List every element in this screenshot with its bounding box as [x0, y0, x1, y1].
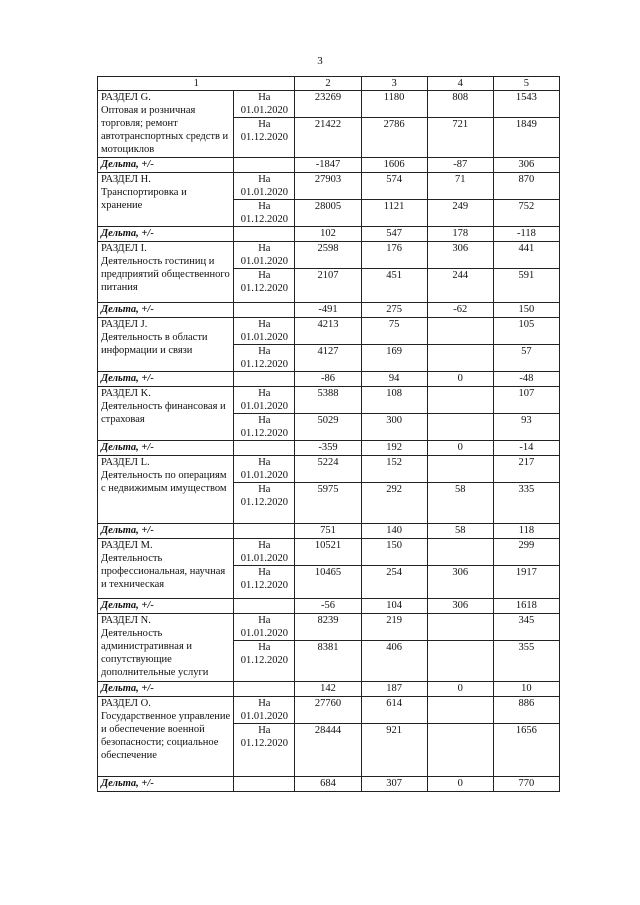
delta-empty-cell	[234, 441, 295, 456]
value-cell: 574	[361, 173, 427, 200]
delta-empty-cell	[234, 303, 295, 318]
delta-empty-cell	[234, 227, 295, 242]
delta-row	[98, 682, 560, 697]
delta-value-cell: -118	[493, 227, 559, 242]
value-cell: 150	[361, 539, 427, 566]
value-cell: 299	[493, 539, 559, 566]
date-cell: На 01.01.2020	[234, 614, 295, 641]
delta-value-cell: -14	[493, 441, 559, 456]
date-cell: На 01.12.2020	[234, 345, 295, 372]
delta-value-cell: -359	[295, 441, 361, 456]
delta-label: Дельта, +/-	[98, 682, 234, 697]
date-cell: На 01.01.2020	[234, 173, 295, 200]
value-cell: 10521	[295, 539, 361, 566]
table-row	[98, 91, 560, 118]
value-cell: 107	[493, 387, 559, 414]
delta-value-cell: -56	[295, 599, 361, 614]
value-cell	[427, 318, 493, 345]
value-cell: 75	[361, 318, 427, 345]
delta-empty-cell	[234, 158, 295, 173]
delta-value-cell: -62	[427, 303, 493, 318]
value-cell: 105	[493, 318, 559, 345]
delta-empty-cell	[234, 372, 295, 387]
section-label: РАЗДЕЛ N.	[101, 615, 151, 626]
date-cell: На 01.01.2020	[234, 697, 295, 724]
delta-empty-cell	[234, 682, 295, 697]
section-label: РАЗДЕЛ G.	[101, 92, 151, 103]
value-cell: 1180	[361, 91, 427, 118]
value-cell: 1543	[493, 91, 559, 118]
data-table	[97, 76, 560, 792]
section-label: РАЗДЕЛ I.	[101, 243, 147, 254]
delta-value-cell: 751	[295, 524, 361, 539]
section-label: РАЗДЕЛ J.	[101, 319, 148, 330]
value-cell: 21422	[295, 118, 361, 158]
delta-row	[98, 303, 560, 318]
value-cell: 721	[427, 118, 493, 158]
table-row	[98, 697, 560, 724]
delta-value-cell: 1618	[493, 599, 559, 614]
delta-value-cell: 770	[493, 777, 559, 792]
value-cell: 292	[361, 483, 427, 524]
delta-row	[98, 441, 560, 456]
value-cell: 58	[427, 483, 493, 524]
delta-value-cell: 0	[427, 441, 493, 456]
section-title: Деятельность финансовая и страховая	[101, 401, 226, 425]
value-cell: 8239	[295, 614, 361, 641]
value-cell: 335	[493, 483, 559, 524]
value-cell: 5975	[295, 483, 361, 524]
section-title: Деятельность административная и сопутствующие дополнительные услуги	[101, 628, 209, 678]
table-row	[98, 614, 560, 641]
value-cell: 249	[427, 200, 493, 227]
date-cell: На 01.01.2020	[234, 318, 295, 345]
delta-value-cell: 118	[493, 524, 559, 539]
delta-row	[98, 599, 560, 614]
value-cell: 57	[493, 345, 559, 372]
delta-row	[98, 777, 560, 792]
value-cell	[427, 697, 493, 724]
value-cell: 355	[493, 641, 559, 682]
section-name-cell	[98, 91, 234, 158]
table-row	[98, 318, 560, 345]
header-row	[98, 77, 560, 91]
value-cell: 244	[427, 269, 493, 303]
date-cell: На 01.12.2020	[234, 414, 295, 441]
value-cell: 2786	[361, 118, 427, 158]
header-cell-5: 5	[493, 77, 559, 91]
value-cell: 591	[493, 269, 559, 303]
date-cell: На 01.12.2020	[234, 118, 295, 158]
table-row	[98, 539, 560, 566]
value-cell: 808	[427, 91, 493, 118]
section-title: Деятельность в области информации и связи	[101, 332, 208, 356]
header-cell-3: 3	[361, 77, 427, 91]
delta-value-cell: -491	[295, 303, 361, 318]
date-cell: На 01.01.2020	[234, 387, 295, 414]
delta-label: Дельта, +/-	[98, 441, 234, 456]
value-cell: 217	[493, 456, 559, 483]
value-cell: 921	[361, 724, 427, 777]
section-title: Деятельность профессиональная, научная и техническая	[101, 553, 226, 590]
date-cell: На 01.01.2020	[234, 242, 295, 269]
date-cell: На 01.01.2020	[234, 91, 295, 118]
delta-label: Дельта, +/-	[98, 227, 234, 242]
delta-value-cell: 0	[427, 372, 493, 387]
value-cell: 1121	[361, 200, 427, 227]
value-cell: 219	[361, 614, 427, 641]
value-cell: 306	[427, 242, 493, 269]
delta-label: Дельта, +/-	[98, 372, 234, 387]
value-cell: 108	[361, 387, 427, 414]
delta-value-cell: 178	[427, 227, 493, 242]
value-cell: 27903	[295, 173, 361, 200]
section-title: Транспортировка и хранение	[101, 187, 187, 211]
value-cell: 4213	[295, 318, 361, 345]
header-cell-2: 2	[295, 77, 361, 91]
delta-value-cell: 150	[493, 303, 559, 318]
delta-value-cell: 0	[427, 777, 493, 792]
date-cell: На 01.12.2020	[234, 269, 295, 303]
value-cell: 5029	[295, 414, 361, 441]
value-cell: 870	[493, 173, 559, 200]
value-cell	[427, 539, 493, 566]
header-cell-4: 4	[427, 77, 493, 91]
value-cell	[427, 345, 493, 372]
delta-label: Дельта, +/-	[98, 777, 234, 792]
value-cell	[427, 614, 493, 641]
delta-value-cell: 104	[361, 599, 427, 614]
delta-row	[98, 158, 560, 173]
value-cell: 28005	[295, 200, 361, 227]
delta-value-cell: 102	[295, 227, 361, 242]
value-cell	[427, 456, 493, 483]
header-cell-1: 1	[98, 77, 295, 91]
delta-value-cell: -87	[427, 158, 493, 173]
table-row	[98, 242, 560, 269]
value-cell: 176	[361, 242, 427, 269]
delta-row	[98, 372, 560, 387]
delta-value-cell: 10	[493, 682, 559, 697]
delta-label: Дельта, +/-	[98, 524, 234, 539]
delta-empty-cell	[234, 777, 295, 792]
value-cell: 451	[361, 269, 427, 303]
date-cell: На 01.12.2020	[234, 483, 295, 524]
delta-label: Дельта, +/-	[98, 303, 234, 318]
section-title: Государственное управление и обеспечение военной безопасности; социальное обеспечение	[101, 711, 231, 761]
value-cell: 8381	[295, 641, 361, 682]
date-cell: На 01.12.2020	[234, 724, 295, 777]
value-cell: 614	[361, 697, 427, 724]
section-name-cell	[98, 173, 234, 227]
delta-value-cell: 140	[361, 524, 427, 539]
value-cell	[427, 414, 493, 441]
value-cell: 752	[493, 200, 559, 227]
delta-value-cell: 187	[361, 682, 427, 697]
section-name-cell	[98, 387, 234, 441]
value-cell: 2107	[295, 269, 361, 303]
value-cell: 1917	[493, 566, 559, 599]
delta-label: Дельта, +/-	[98, 599, 234, 614]
delta-value-cell: 275	[361, 303, 427, 318]
date-cell: На 01.12.2020	[234, 200, 295, 227]
value-cell: 27760	[295, 697, 361, 724]
section-title: Деятельность гостиниц и предприятий общественного питания	[101, 256, 230, 293]
value-cell: 5224	[295, 456, 361, 483]
value-cell: 152	[361, 456, 427, 483]
date-cell: На 01.12.2020	[234, 641, 295, 682]
delta-value-cell: 684	[295, 777, 361, 792]
section-name-cell	[98, 539, 234, 599]
delta-value-cell: -48	[493, 372, 559, 387]
table-row	[98, 387, 560, 414]
section-name-cell	[98, 614, 234, 682]
value-cell: 5388	[295, 387, 361, 414]
delta-value-cell: 142	[295, 682, 361, 697]
page-number: 3	[317, 55, 323, 67]
value-cell: 345	[493, 614, 559, 641]
date-cell: На 01.12.2020	[234, 566, 295, 599]
value-cell: 10465	[295, 566, 361, 599]
delta-value-cell: 192	[361, 441, 427, 456]
table-row	[98, 173, 560, 200]
date-cell: На 01.01.2020	[234, 456, 295, 483]
value-cell	[427, 641, 493, 682]
table-body	[98, 77, 560, 792]
table-row	[98, 456, 560, 483]
value-cell	[427, 387, 493, 414]
delta-value-cell: 1606	[361, 158, 427, 173]
value-cell: 306	[427, 566, 493, 599]
delta-empty-cell	[234, 524, 295, 539]
section-label: РАЗДЕЛ O.	[101, 698, 151, 709]
section-name-cell	[98, 318, 234, 372]
delta-value-cell: 306	[493, 158, 559, 173]
value-cell: 28444	[295, 724, 361, 777]
delta-value-cell: 94	[361, 372, 427, 387]
value-cell: 4127	[295, 345, 361, 372]
value-cell: 254	[361, 566, 427, 599]
delta-value-cell: 306	[427, 599, 493, 614]
delta-label: Дельта, +/-	[98, 158, 234, 173]
section-label: РАЗДЕЛ M.	[101, 540, 153, 551]
value-cell: 169	[361, 345, 427, 372]
date-cell: На 01.01.2020	[234, 539, 295, 566]
value-cell	[427, 724, 493, 777]
value-cell: 886	[493, 697, 559, 724]
delta-row	[98, 227, 560, 242]
value-cell: 300	[361, 414, 427, 441]
delta-value-cell: 0	[427, 682, 493, 697]
value-cell: 23269	[295, 91, 361, 118]
value-cell: 1849	[493, 118, 559, 158]
delta-row	[98, 524, 560, 539]
value-cell: 2598	[295, 242, 361, 269]
delta-value-cell: -86	[295, 372, 361, 387]
section-name-cell	[98, 456, 234, 524]
delta-value-cell: 58	[427, 524, 493, 539]
value-cell: 1656	[493, 724, 559, 777]
section-label: РАЗДЕЛ K.	[101, 388, 151, 399]
delta-value-cell: 307	[361, 777, 427, 792]
delta-value-cell: 547	[361, 227, 427, 242]
delta-empty-cell	[234, 599, 295, 614]
section-name-cell	[98, 697, 234, 777]
value-cell: 93	[493, 414, 559, 441]
delta-value-cell: -1847	[295, 158, 361, 173]
section-title: Оптовая и розничная торговля; ремонт автотранспортных средств и мотоциклов	[101, 105, 229, 155]
value-cell: 406	[361, 641, 427, 682]
section-label: РАЗДЕЛ L.	[101, 457, 150, 468]
value-cell: 71	[427, 173, 493, 200]
value-cell: 441	[493, 242, 559, 269]
section-name-cell	[98, 242, 234, 303]
section-title: Деятельность по операциям с недвижимым имуществом	[101, 470, 227, 494]
section-label: РАЗДЕЛ H.	[101, 174, 151, 185]
